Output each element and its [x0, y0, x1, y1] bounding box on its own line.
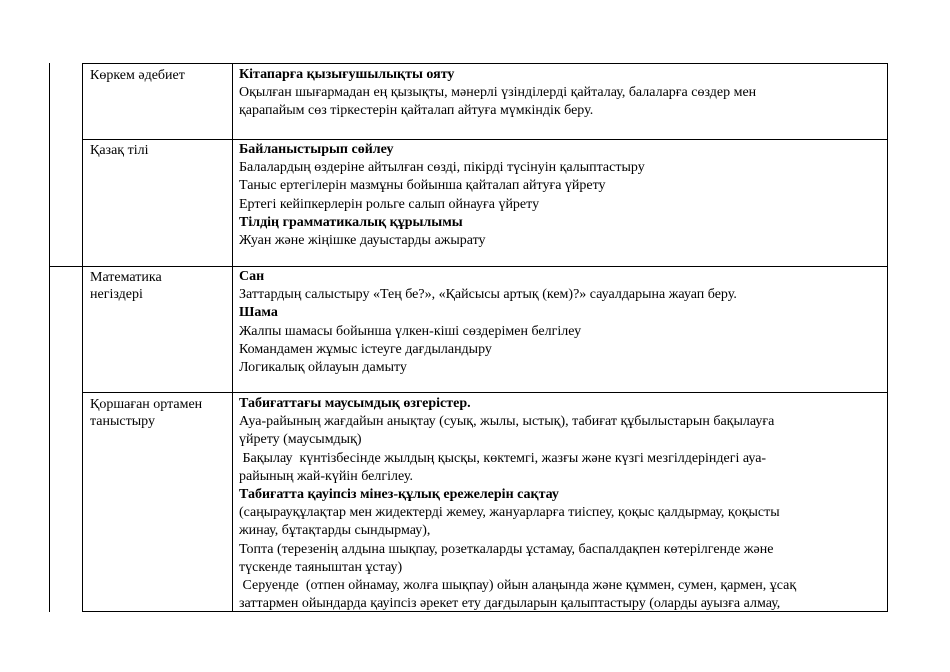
content-line: Жуан және жіңішке дауыстарды ажырату	[239, 233, 486, 249]
content-line: райының жай-күйін белгілеу.	[239, 468, 413, 484]
content-line: Заттардың салыстыру «Тең бе?», «Қайсысы артық (кем)?» сауалдарына жауап беру.	[239, 287, 737, 303]
left-margin-line	[49, 63, 50, 612]
content-line: Командамен жұмыс істеуге дағдыландыру	[239, 341, 492, 357]
content-cell-2	[239, 141, 879, 250]
column-divider	[232, 63, 233, 612]
content-cell-4	[239, 395, 879, 613]
table-top-border	[82, 63, 888, 64]
content-cell-1	[239, 66, 879, 121]
content-line: Балалардың өздеріне айтылған сөзді, пікірді түсінуін қалыптастыру	[239, 160, 645, 176]
content-line: Ертегі кейіпкерлерін рольге салып ойнауға үйрету	[239, 196, 540, 212]
content-line: Ауа-райының жағдайын анықтау (суық, жылы, ыстық), табиғат құбылыстарын бақылауға	[239, 414, 775, 430]
content-line: Оқылған шығармадан ең қызықты, мәнерлі үзінділерді қайталау, балаларға сөздер мен	[239, 85, 757, 101]
subject-cell-3: Математика негіздері	[90, 270, 162, 302]
content-line: түскенде таяныштан ұстау)	[239, 559, 403, 575]
content-line: Табиғатта қауіпсіз мінез-құлық ережелерін сақтау	[239, 487, 559, 503]
table-right-border	[887, 63, 888, 612]
subject-cell-2: Қазақ тілі	[90, 143, 149, 158]
content-line: Топта (терезенің алдына шықпау, розеткаларды ұстамау, баспалдақпен көтерілгенде және	[239, 541, 774, 557]
table-left-border	[82, 63, 83, 612]
content-line: Логикалық ойлауын дамыту	[239, 360, 407, 376]
content-line: жинау, бұтақтарды сындырмау),	[239, 523, 431, 539]
row-divider-2	[49, 266, 888, 267]
content-line: Табиғаттағы маусымдық өзгерістер.	[239, 396, 471, 411]
content-line: Шама	[239, 305, 278, 321]
content-line: Кітапарға қызығушылықты ояту	[239, 67, 455, 82]
subject-cell-1: Көркем әдебиет	[90, 68, 185, 83]
content-line: Тілдің грамматикалық құрылымы	[239, 214, 463, 230]
content-line: Бақылау күнтізбесінде жылдың қысқы, көктемгі, жазғы және күзгі мезгілдеріндегі ауа-	[239, 450, 767, 466]
content-line: (саңырауқұлақтар мен жидектерді жемеу, жануарларға тиіспеу, қоқыс қалдырмау, қоқысты	[239, 505, 780, 521]
row-divider-3	[82, 392, 888, 393]
content-line: Жалпы шамасы бойынша үлкен-кіші сөздерімен белгілеу	[239, 323, 582, 339]
content-line: Сан	[239, 269, 265, 284]
content-line: Серуенде (отпен ойнамау, жолға шықпау) ойын алаңында және құммен, сумен, қармен, ұсақ	[239, 578, 797, 594]
content-line: заттармен ойындарда қауіпсіз әрекет ету дағдыларын қалыптастыру (оларды ауызға алмау,	[239, 596, 781, 612]
row-divider-1	[82, 139, 888, 140]
content-line: қарапайым сөз тіркестерін қайталап айтуға мүмкіндік беру.	[239, 103, 594, 119]
content-cell-3	[239, 268, 879, 377]
content-line: Байланыстырып сөйлеу	[239, 142, 394, 157]
content-line: Таныс ертегілерін мазмұны бойынша қайталап айтуға үйрету	[239, 178, 606, 194]
content-line: үйрету (маусымдық)	[239, 432, 362, 448]
subject-cell-4: Қоршаған ортамен таныстыру	[90, 397, 203, 429]
